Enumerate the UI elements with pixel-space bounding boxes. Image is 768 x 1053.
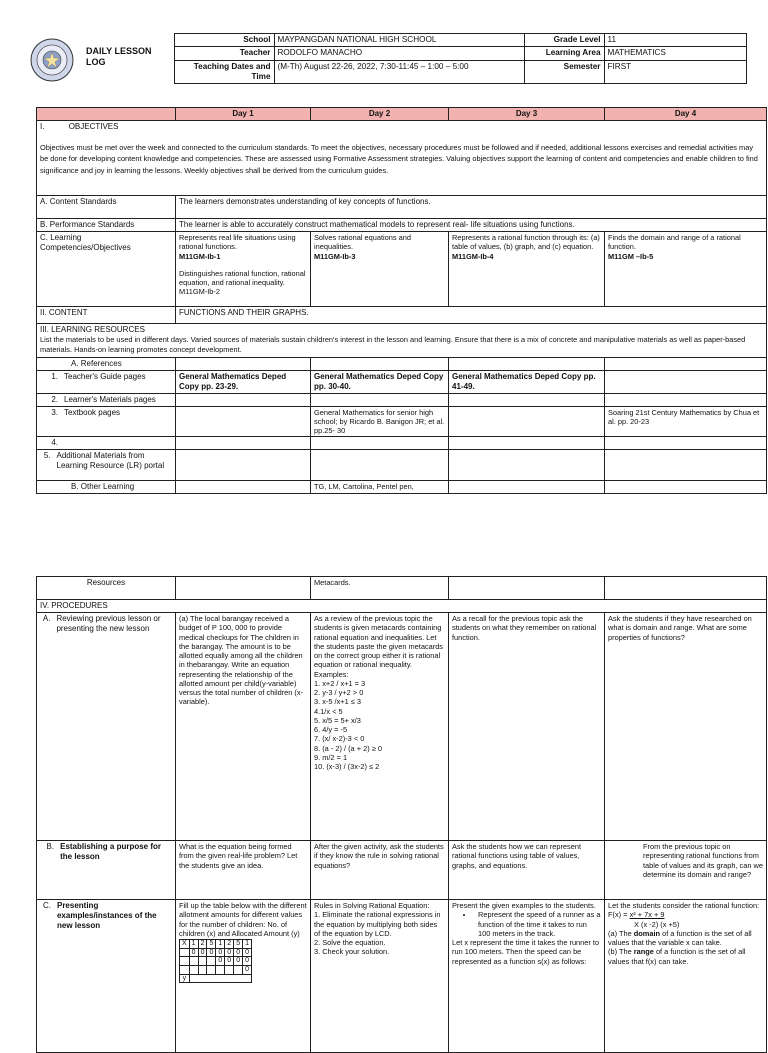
domain-definition bbox=[608, 929, 763, 948]
day-1-header: Day 1 bbox=[176, 108, 311, 121]
proc-b-num: B. bbox=[46, 842, 55, 851]
domain-term: domain bbox=[633, 928, 661, 938]
allotment-x-cell bbox=[207, 966, 216, 975]
allotment-x-cell: 2 bbox=[198, 940, 207, 949]
day-2-header: Day 2 bbox=[311, 108, 449, 121]
dates-label: Teaching Dates and Time bbox=[174, 60, 274, 84]
competency-day4-code: M11GM –Ib-5 bbox=[608, 251, 654, 261]
proc-a-num: A. bbox=[42, 614, 51, 623]
tg-label: Teacher's Guide pages bbox=[64, 371, 146, 381]
allotment-x-cell bbox=[180, 966, 190, 975]
allotment-x-cell bbox=[180, 948, 190, 957]
objectives-heading: OBJECTIVES bbox=[68, 122, 119, 131]
allotment-x-cell: 0 bbox=[243, 948, 252, 957]
domain-def-post: of a function is the set of all values that the variable x can take. bbox=[608, 928, 752, 947]
objectives-block bbox=[37, 121, 767, 196]
dates-value: (M-Th) August 22-26, 2022, 7:30-11:45 – 1:00 – 5:00 bbox=[274, 60, 524, 84]
resources-block bbox=[37, 324, 767, 358]
content-label: II. CONTENT bbox=[37, 307, 176, 324]
proc-b-day4: From the previous topic on representing rational functions from table of values and its graph, can we determine its domain and range? bbox=[605, 841, 767, 900]
proc-c-day4-function bbox=[608, 910, 763, 919]
proc-c-day2 bbox=[311, 900, 449, 1053]
proc-a-day4: Ask the students if they have researched on what is domain and range. What are some properties of functions? bbox=[605, 613, 767, 841]
range-def-pre: (b) The bbox=[608, 947, 634, 957]
lm-num: 2. bbox=[51, 394, 58, 404]
allotment-x-cell: 5 bbox=[207, 940, 216, 949]
proc-c-day2-title: Rules in Solving Rational Equation: bbox=[314, 901, 430, 910]
competency-day1-extra: Distinguishes rational function, rational equation, and rational inequality. M11GM-Ib-2 bbox=[179, 268, 306, 297]
range-term: range bbox=[633, 947, 654, 957]
allotment-x-cell: 0 bbox=[189, 948, 198, 957]
allotment-x-cell: 2 bbox=[225, 940, 234, 949]
proc-c-num: C. bbox=[42, 901, 51, 910]
school-label: School bbox=[174, 34, 274, 47]
am-label: Additional Materials from Learning Resource (LR) portal bbox=[56, 451, 165, 471]
content-std-value: The learners demonstrates understanding of key concepts of functions. bbox=[176, 196, 767, 219]
row4-num: 4. bbox=[51, 438, 58, 448]
proc-c-day2-rule: 1. Eliminate the rational expressions in the equation by multiplying both sides of the equation by LCD. bbox=[314, 910, 441, 938]
allotment-x-cell: 1 bbox=[189, 940, 198, 949]
competency-day1-code: M11GM-Ib-1 bbox=[179, 251, 221, 261]
proc-a-day3: As a recall for the previous topic ask the students on what they remember on rational function. bbox=[449, 613, 605, 841]
tb-day3 bbox=[449, 406, 605, 437]
competency-day2-code: M11GM-Ib-3 bbox=[314, 251, 356, 261]
lesson-table-page2 bbox=[36, 576, 767, 1053]
allotment-x-cell: 0 bbox=[243, 966, 252, 975]
references-label: A. References bbox=[37, 357, 176, 370]
grade-label: Grade Level bbox=[524, 34, 604, 47]
range-definition bbox=[608, 947, 763, 966]
proc-c-day3-list bbox=[452, 910, 601, 938]
tg-label-cell bbox=[37, 370, 176, 393]
competency-day3-text: Represents a rational function through its: (a) table of values, (b) graph, and (c) equation. bbox=[452, 233, 600, 252]
other-day2-b: Metacards. bbox=[311, 577, 449, 600]
proc-a-day2-example: 4.1/x < 5 bbox=[314, 706, 343, 716]
objectives-text: Objectives must be met over the week and connected to the curriculum standards. To meet the objectives, necessary procedures must be followed and if needed, additional lessons exercises and remedial activities may be done for developing content knowledge and competencies. These are assessed using Formative Assessment strategies. Valuing objectives support the learning of content and competencies and enable children to find significance and joy in learning the lessons. Weekly objectives shall be derived from the curriculum guides. bbox=[40, 143, 758, 175]
function-lhs: F(x) = bbox=[608, 910, 628, 920]
proc-c-day1-text: Fill up the table below with the different allotment amounts for different values for the number of children: No. of children (x) and Allocated Amount (y) bbox=[179, 901, 307, 938]
tg-day4 bbox=[605, 370, 767, 393]
proc-c-day2-rule: 3. Check your solution. bbox=[314, 947, 390, 957]
semester-value: FIRST bbox=[604, 60, 746, 84]
allotment-x-cell bbox=[189, 966, 198, 975]
proc-a-label: Reviewing previous lesson or presenting the new lesson bbox=[56, 614, 161, 633]
allotment-x-cell bbox=[189, 957, 198, 966]
proc-a-day2-examples-label: Examples: bbox=[314, 669, 349, 679]
proc-a-day2-example: 8. (a - 2) / (a + 2) ≥ 0 bbox=[314, 743, 382, 753]
tg-day1: General Mathematics Deped Copy pp. 23-29. bbox=[176, 370, 311, 393]
semester-label: Semester bbox=[524, 60, 604, 84]
tb-day4: Soaring 21st Century Mathematics by Chua et al. pp. 20-23 bbox=[605, 406, 767, 437]
content-value: FUNCTIONS AND THEIR GRAPHS. bbox=[176, 307, 767, 324]
allotment-x-cell: 0 bbox=[234, 957, 243, 966]
header-block bbox=[24, 33, 746, 84]
other-label: B. Other Learning bbox=[37, 481, 176, 494]
tb-label-cell bbox=[37, 406, 176, 437]
proc-a-day2-example: 5. x/5 = 5+ x/3 bbox=[314, 715, 361, 725]
proc-a-day2-example: 10. (x-3) / (3x-2) ≤ 2 bbox=[314, 762, 380, 771]
allotment-x-cell: 0 bbox=[234, 948, 243, 957]
competency-day4 bbox=[605, 232, 767, 307]
proc-a-label-cell bbox=[37, 613, 176, 841]
proc-c-day2-rule: 2. Solve the equation. bbox=[314, 938, 386, 947]
resources-label: III. LEARNING RESOURCES bbox=[40, 325, 145, 334]
allotment-table bbox=[179, 939, 252, 983]
tg-day2: General Mathematics Deped Copy pp. 30-40. bbox=[311, 370, 449, 393]
function-numerator: x² + 7x + 9 bbox=[629, 910, 665, 920]
am-num: 5. bbox=[43, 451, 51, 461]
function-denominator: X (x -2) (x +5) bbox=[634, 919, 680, 929]
teacher-value: RODOLFO MANACHO bbox=[274, 47, 524, 60]
tg-num: 1. bbox=[51, 371, 58, 381]
tb-day2: General Mathematics for senior high school; by Ricardo B. Banigon JR; et al. pp.25- 30 bbox=[311, 406, 449, 437]
allotment-x-header: X bbox=[180, 940, 190, 949]
other-day2-a: TG, LM, Cartolina, Pentel pen, bbox=[311, 481, 449, 494]
deped-seal-icon bbox=[30, 38, 74, 82]
objectives-num: I. bbox=[40, 122, 45, 131]
allotment-x-cell: 0 bbox=[216, 948, 225, 957]
proc-a-day2-intro: As a review of the previous topic the students is given metacards containing rational equation and inequalities. Let the students paste the given metacards on the correct group either it is rational equation or rational inequality. bbox=[314, 614, 444, 670]
allotment-x-cell: 0 bbox=[198, 948, 207, 957]
other-label-cont: Resources bbox=[37, 577, 176, 600]
proc-a-day2-example: 3. x-5 /x+1 ≤ 3 bbox=[314, 697, 361, 707]
allotment-x-cell bbox=[216, 966, 225, 975]
proc-b-day3: Ask the students how we can represent rational functions using table of values, graphs, and equations. bbox=[449, 841, 605, 900]
allotment-x-cell: 0 bbox=[225, 948, 234, 957]
allotment-x-cell bbox=[198, 966, 207, 975]
proc-c-day3-bullet: • Represent the speed of a runner as a function of the time it takes to run 100 meters in the track. bbox=[474, 910, 601, 938]
competency-day1-text: Represents real life situations using rational functions. bbox=[179, 233, 296, 252]
allotment-x-cell: 0 bbox=[243, 957, 252, 966]
proc-c-label: Presenting examples/instances of the new lesson bbox=[56, 901, 157, 930]
proc-c-day4 bbox=[605, 900, 767, 1053]
proc-a-day1: (a) The local barangay received a budget of P 100, 000 to provide medical checkups for The children in the barangay. The amount is to be allotted equally among all the children in thebarangay. Write an equation representing the relationship of the allotted amount per child(y-variable) versus the total number of children (x-variable). bbox=[176, 613, 311, 841]
row4-label-cell bbox=[37, 437, 176, 450]
proc-c-label-cell bbox=[37, 900, 176, 1053]
allotment-x-cell: 1 bbox=[216, 940, 225, 949]
perf-std-value: The learner is able to accurately construct mathematical models to represent real- life situations using functions. bbox=[176, 219, 767, 232]
tb-day1 bbox=[176, 406, 311, 437]
proc-a-day2-example: 1. x+2 / x+1 = 3 bbox=[314, 678, 366, 688]
allotment-x-cell bbox=[198, 957, 207, 966]
lm-label: Learner's Materials pages bbox=[64, 394, 156, 404]
proc-b-day1: What is the equation being formed from the given real-life problem? Let the students give an idea. bbox=[176, 841, 311, 900]
grade-value: 11 bbox=[604, 34, 746, 47]
area-value: MATHEMATICS bbox=[604, 47, 746, 60]
lesson-table-page1 bbox=[36, 107, 767, 494]
proc-b-label: Establishing a purpose for the lesson bbox=[60, 842, 162, 861]
day-3-header: Day 3 bbox=[449, 108, 605, 121]
proc-a-day2-example: 6. 4/y = -5 bbox=[314, 725, 348, 734]
tg-day3: General Mathematics Deped Copy pp. 41-49. bbox=[449, 370, 605, 393]
proc-a-day2-example: 2. y-3 / y+2 > 0 bbox=[314, 688, 364, 697]
day-4-header: Day 4 bbox=[605, 108, 767, 121]
competency-day2-text: Solves rational equations and inequalities. bbox=[314, 233, 411, 252]
allotment-y-header: y bbox=[180, 974, 190, 983]
teacher-label: Teacher bbox=[174, 47, 274, 60]
range-def-post: of a function is the set of all values that f(x) can take. bbox=[608, 947, 746, 966]
proc-b-day2: After the given activity, ask the students if they know the rule in solving rational equations? bbox=[311, 841, 449, 900]
resources-text: List the materials to be used in different days. Varied sources of materials sustain children's interest in the lesson and learning. Ensure that there is a mix of concrete and manipulative materials as well as paper-based materials. Hands-on learning promotes concept development. bbox=[40, 335, 746, 355]
competency-day1 bbox=[176, 232, 311, 307]
allotment-x-cell: 5 bbox=[234, 940, 243, 949]
am-label-cell bbox=[37, 450, 176, 481]
allotment-x-cell bbox=[207, 957, 216, 966]
competency-day3-code: M11GM-Ib-4 bbox=[452, 251, 494, 261]
school-value: MAYPANGDAN NATIONAL HIGH SCHOOL bbox=[274, 34, 524, 47]
content-std-label: A. Content Standards bbox=[37, 196, 176, 219]
allotment-x-cell bbox=[180, 957, 190, 966]
perf-std-label: B. Performance Standards bbox=[37, 219, 176, 232]
proc-a-day2-example: 9. m/2 = 1 bbox=[314, 752, 348, 762]
allotment-x-cell bbox=[234, 966, 243, 975]
allotment-x-cell bbox=[225, 966, 234, 975]
proc-a-day2-example: 7. (x/ x-2)-3 < 0 bbox=[314, 734, 365, 744]
dll-title: DAILY LESSON LOG bbox=[86, 45, 152, 67]
proc-c-day4-intro: Let the students consider the rational function: bbox=[608, 901, 760, 910]
competency-day2 bbox=[311, 232, 449, 307]
competency-day4-text: Finds the domain and range of a rational function. bbox=[608, 233, 741, 252]
proc-c-day3 bbox=[449, 900, 605, 1053]
lm-label-cell bbox=[37, 393, 176, 406]
day-header-row bbox=[37, 108, 767, 121]
tb-num: 3. bbox=[51, 407, 58, 417]
competencies-label: C. Learning Competencies/Objectives bbox=[37, 232, 176, 307]
tb-label: Textbook pages bbox=[64, 407, 121, 417]
proc-a-day2 bbox=[311, 613, 449, 841]
allotment-x-cell: 0 bbox=[207, 948, 216, 957]
area-label: Learning Area bbox=[524, 47, 604, 60]
competency-day3 bbox=[449, 232, 605, 307]
day-header-blank bbox=[37, 108, 176, 121]
proc-c-day3-rest: Let x represent the time it takes the runner to run 100 meters. Then the speed can be represented as a function s(x) as follows: bbox=[452, 938, 600, 966]
domain-def-pre: (a) The bbox=[608, 928, 634, 938]
proc-c-day1 bbox=[176, 900, 311, 1053]
procedures-label: IV. PROCEDURES bbox=[37, 600, 767, 613]
proc-b-label-cell bbox=[37, 841, 176, 900]
proc-c-day3-intro: Present the given examples to the students. bbox=[452, 901, 596, 910]
logo-cell bbox=[24, 34, 174, 84]
allotment-x-cell: 0 bbox=[216, 957, 225, 966]
allotment-x-cell: 0 bbox=[225, 957, 234, 966]
allotment-x-cell: 1 bbox=[243, 940, 252, 949]
